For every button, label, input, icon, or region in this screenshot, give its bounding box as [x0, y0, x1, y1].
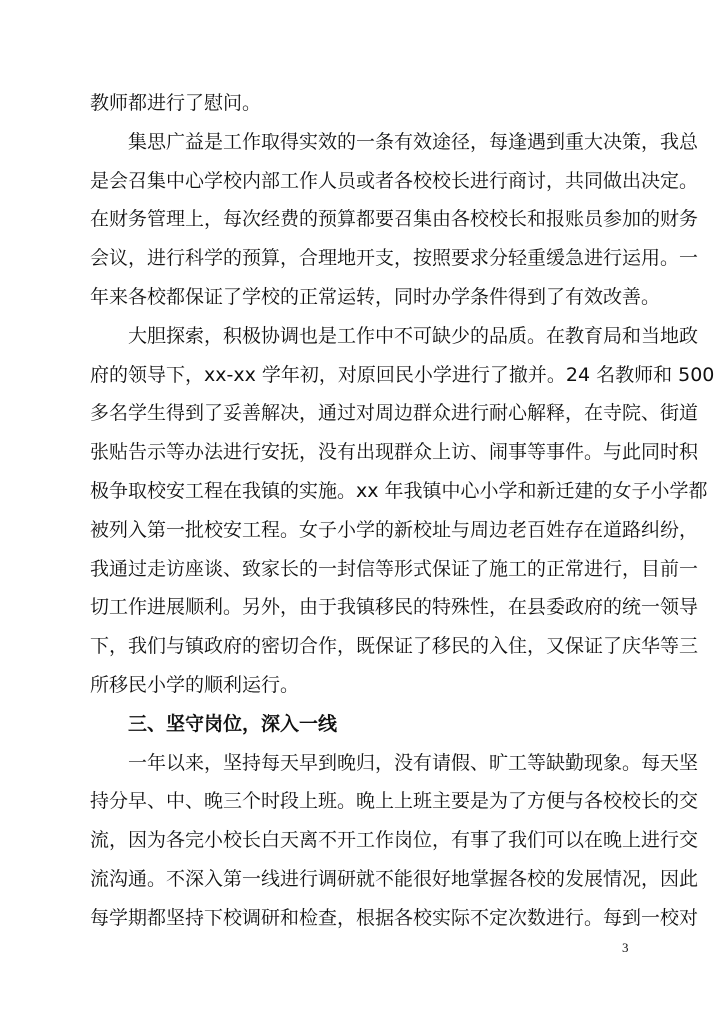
text-line: 流沟通。不深入第一线进行调研就不能很好地掌握各校的发展情况，因此	[90, 867, 699, 890]
text-line: 切工作进展顺利。另外，由于我镇移民的特殊性，在县委政府的统一领导	[90, 596, 699, 619]
section-heading: 三、坚守岗位，深入一线	[128, 712, 338, 735]
text-line: 在财务管理上，每次经费的预算都要召集由各校校长和报账员参加的财务	[90, 208, 699, 231]
text-line: 是会召集中心学校内部工作人员或者各校校长进行商讨，共同做出决定。	[90, 169, 699, 192]
text-line: 所移民小学的顺利运行。	[90, 673, 300, 696]
text-line: 年来各校都保证了学校的正常运转，同时办学条件得到了有效改善。	[90, 285, 661, 308]
text-line: 我通过走访座谈、致家长的一封信等形式保证了施工的正常进行，目前一	[90, 557, 699, 580]
text-line: 极争取校安工程在我镇的实施。xx 年我镇中心小学和新迁建的女子小学都	[90, 479, 708, 502]
document-body	[90, 84, 715, 938]
text-line: 张贴告示等办法进行安抚，没有出现群众上访、闹事等事件。与此同时积	[90, 441, 699, 464]
text-line: 下，我们与镇政府的密切合作，既保证了移民的入住，又保证了庆华等三	[90, 635, 699, 658]
text-line: 流，因为各完小校长白天离不开工作岗位，有事了我们可以在晚上进行交	[90, 829, 699, 852]
text-line: 集思广益是工作取得实效的一条有效途径，每逢遇到重大决策，我总	[128, 130, 699, 153]
text-line: 一年以来，坚持每天早到晚归，没有请假、旷工等缺勤现象。每天坚	[128, 751, 699, 774]
text-line: 教师都进行了慰问。	[90, 92, 262, 114]
text-line: 多名学生得到了妥善解决，通过对周边群众进行耐心解释，在寺院、街道	[90, 402, 699, 425]
page-number: 3	[622, 940, 629, 955]
text-line: 持分早、中、晚三个时段上班。晚上上班主要是为了方便与各校校长的交	[90, 790, 699, 813]
text-line: 每学期都坚持下校调研和检查，根据各校实际不定次数进行。每到一校对	[90, 906, 699, 929]
text-line: 被列入第一批校安工程。女子小学的新校址与周边老百姓存在道路纠纷，	[90, 518, 699, 541]
text-line: 大胆探索，积极协调也是工作中不可缺少的品质。在教育局和当地政	[128, 324, 699, 347]
text-line: 府的领导下，xx-xx 学年初，对原回民小学进行了撤并。24 名教师和 500	[90, 363, 715, 386]
text-line: 会议，进行科学的预算，合理地开支，按照要求分轻重缓急进行运用。一	[90, 247, 699, 270]
